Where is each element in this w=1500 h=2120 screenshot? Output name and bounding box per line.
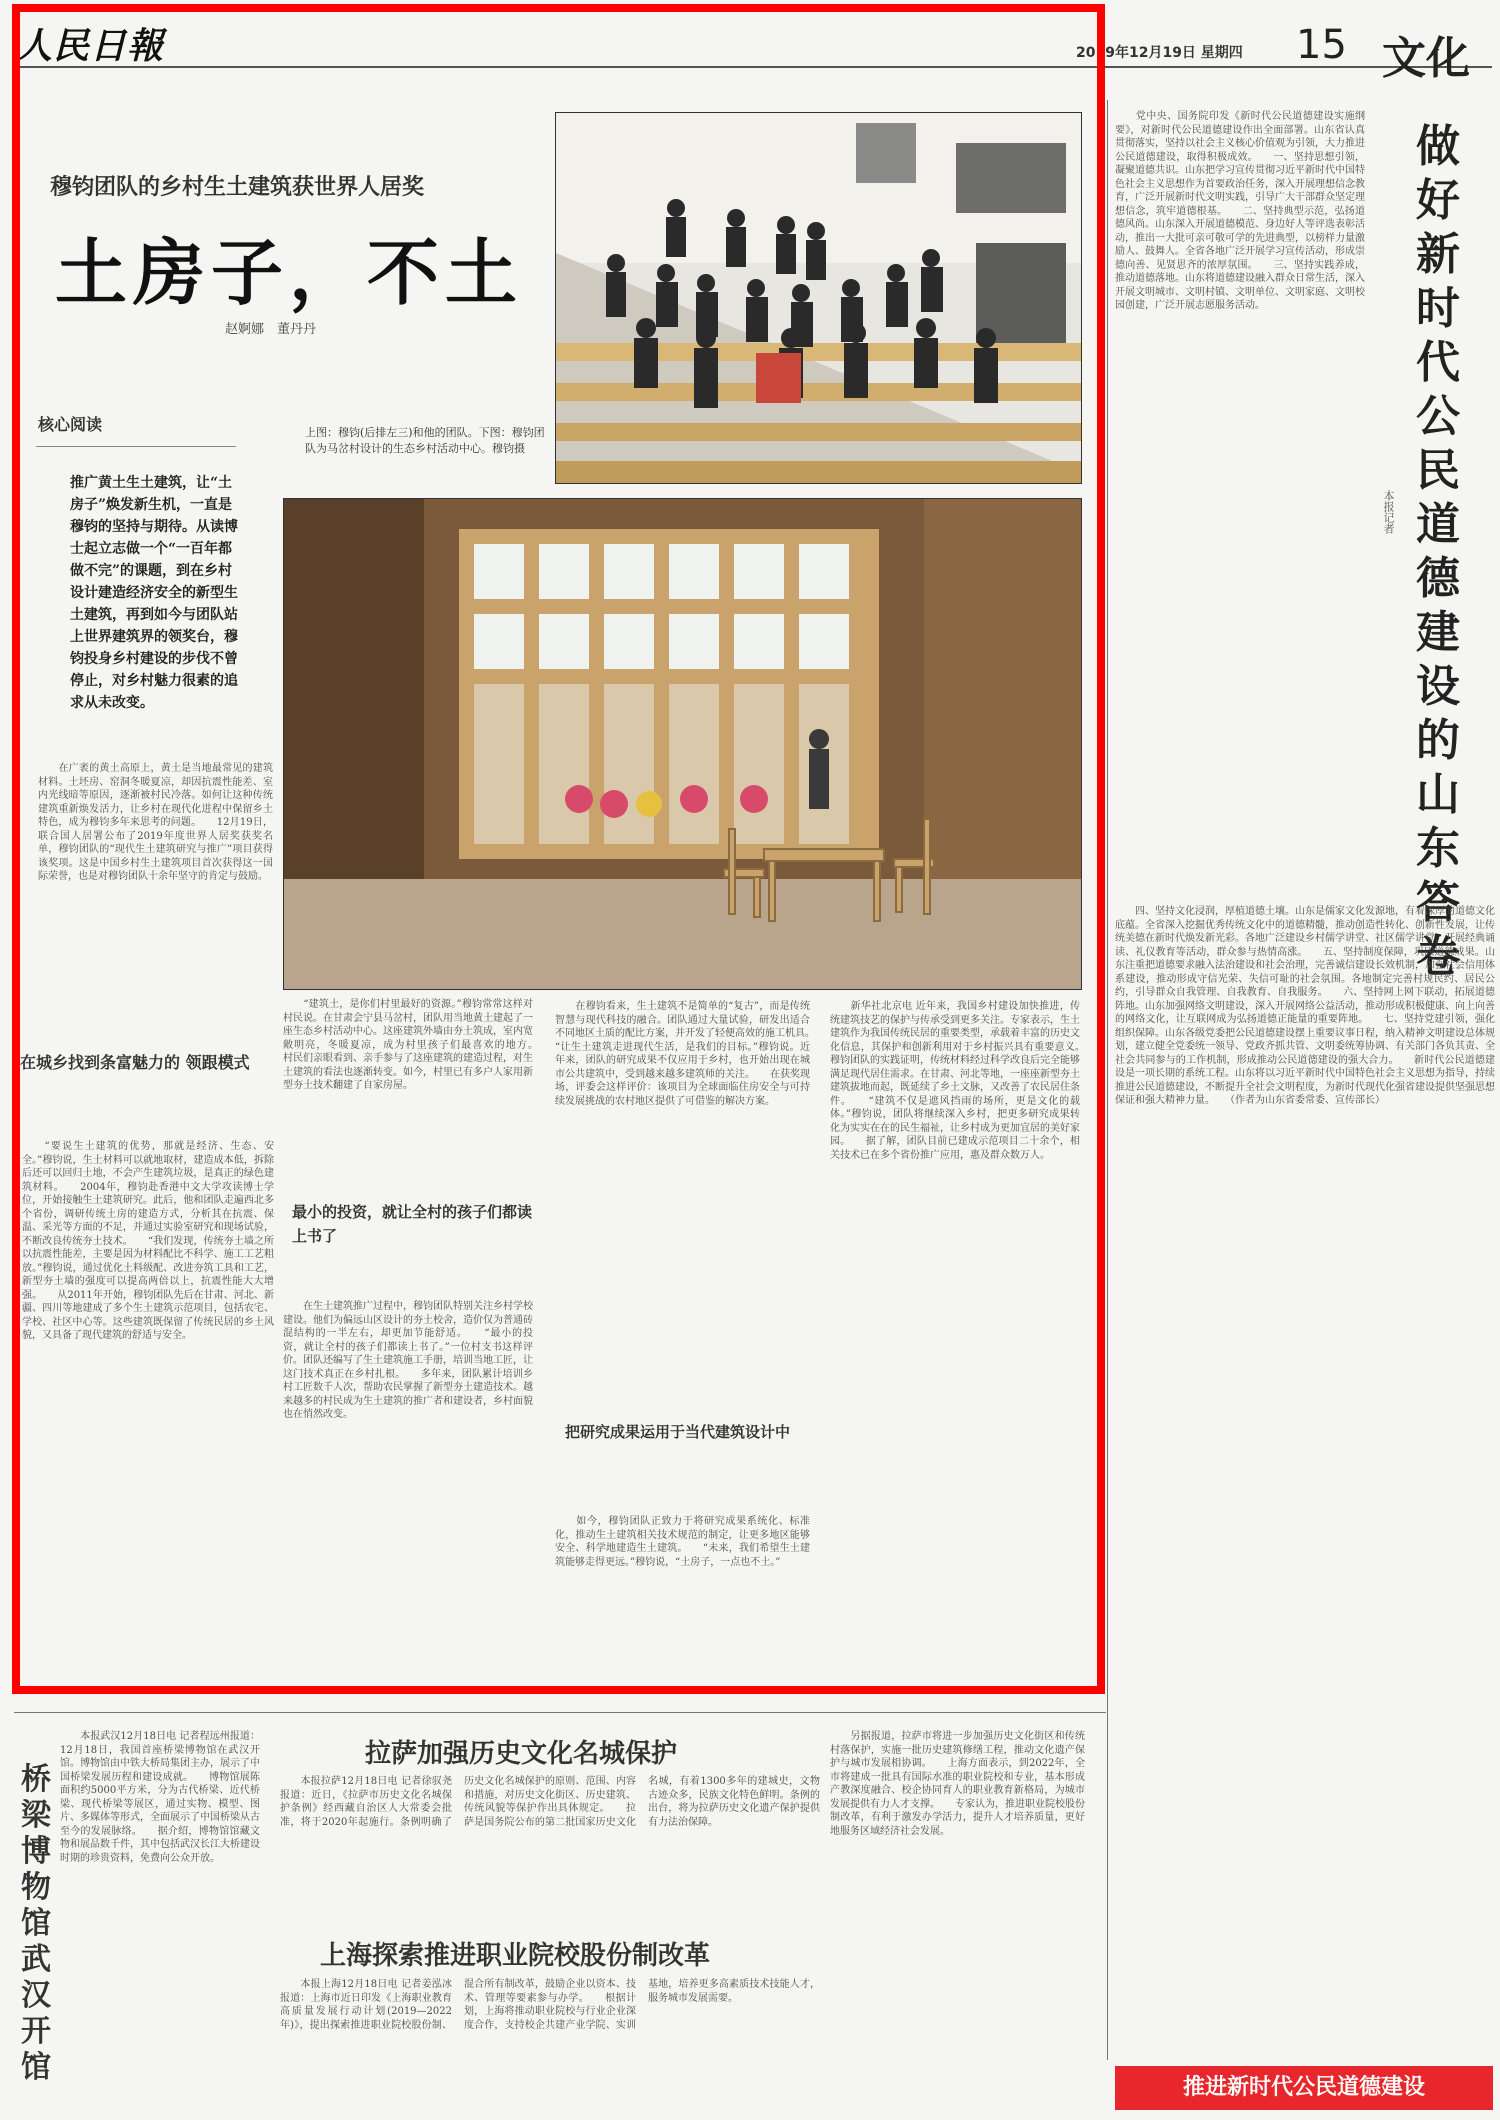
body-column-2b: 在生土建筑推广过程中，穆钧团队特别关注乡村学校建设。他们为偏远山区设计的夯土校舍，造价仅为普通砖混结构的一半左右，却更加节能舒适。 “最小的投资，就让全村的孩子们都读上书了。”一位村支书这样评价。团队还编写了生土建筑施工手册，培训当地工匠，让这门技术真正在乡村扎根。 多年来，团队累计培训乡村工匠数千人次，帮助农民掌握了新型夯土建造技术。越来越多的村民成为生土建筑的推广者和建设者，乡村面貌也在悄然改变。 bbox=[283, 1301, 533, 1420]
body-column-3a: 在穆钧看来，生土建筑不是简单的“复古”，而是传统智慧与现代科技的融合。团队通过大量试验，研发出适合不同地区土质的配比方案，并开发了轻便高效的施工机具。 “让生土建筑走进现代生活，是我们的目标。”穆钧说。近年来，团队的研究成果不仅应用于乡村，也开始出现在城市公共建筑中，受到越来越多建筑师的关注。 在获奖现场，评委会这样评价：该项目为全球面临住房安全与可持续发展挑战的农村地区提供了可借鉴的解决方案。 bbox=[555, 1001, 830, 1107]
section-subtitle-1: 在城乡找到条富魅力的 领跟模式 bbox=[20, 1053, 250, 1072]
article-headline: 土房子，不土 bbox=[55, 231, 524, 315]
section-subtitle-2: 最小的投资，就让全村的孩子们都读上书了 bbox=[292, 1203, 533, 1245]
right-column-title: 做好新时代公民道德建设的山东答卷 bbox=[1416, 121, 1460, 982]
right-column-author: 本报记者 bbox=[1382, 490, 1395, 534]
bottom-right-text: 另据报道，拉萨市将进一步加强历史文化街区和传统村落保护，实施一批历史建筑修缮工程，推动文化遗产保护与城市发展相协调。 上海方面表示，到2022年，全市将建成一批具有国际水准的职业院校和专业，基本形成产教深度融合、校企协同育人的职业教育新格局，为城市发展提供有力人才支撑。 专家认为，推进职业院校股份制改革，有利于激发办学活力，提升人才培养质量，更好地服务区域经济社会发展。 bbox=[830, 1731, 1085, 1837]
bridge-museum-title: 桥梁博物馆武汉开馆 bbox=[21, 1762, 51, 2085]
column-rule bbox=[1107, 100, 1108, 2060]
section-name: 文化 bbox=[1382, 33, 1470, 84]
photo-caption: 上图：穆钧(后排左三)和他的团队。下图：穆钧团队为马岔村设计的生态乡村活动中心。穆钧摄 bbox=[305, 426, 545, 455]
body-column-1a: 在广袤的黄土高原上，黄土是当地最常见的建筑材料。土坯房、窑洞冬暖夏凉，却因抗震性能差、室内光线暗等原因，逐渐被村民冷落。如何让这种传统建筑重新焕发活力，让乡村在现代化进程中保留乡土特色，成为穆钧多年来思考的问题。 12月19日，联合国人居署公布了2019年度世界人居奖获奖名单，穆钧团队的“现代生土建筑研究与推广”项目获得该奖项。这是中国乡村生土建筑项目首次获得这一国际荣誉，也是对穆钧团队十余年坚守的肯定与鼓励。 bbox=[38, 763, 273, 882]
article-byline: 赵婀娜 董丹丹 bbox=[225, 322, 317, 337]
core-reading-title: 核心阅读 bbox=[38, 415, 103, 434]
lhasa-headline: 拉萨加强历史文化名城保护 bbox=[365, 1739, 678, 1769]
section-subtitle-3: 把研究成果运用于当代建筑设计中 bbox=[565, 1423, 791, 1441]
body-column-4: 新华社北京电 近年来，我国乡村建设加快推进，传统建筑技艺的保护与传承受到更多关注。专家表示，生土建筑作为我国传统民居的重要类型，承载着丰富的历史文化信息，其保护和创新利用对于乡村振兴具有重要意义。 穆钧团队的实践证明，传统材料经过科学改良后完全能够满足现代居住需求。在甘肃、河北等地，一座座新型夯土建筑拔地而起，既延续了乡土文脉，又改善了农民居住条件。 “建筑不仅是遮风挡雨的场所，更是文化的载体。”穆钧说，团队将继续深入乡村，把更多研究成果转化为实实在在的民生福祉，让乡村成为更加宜居的美好家园。 据了解，团队目前已建成示范项目二十余个，相关技术已在多个省份推广应用，惠及群众数万人。 bbox=[830, 1001, 1100, 1161]
red-banner: 推进新时代公民道德建设 bbox=[1115, 2066, 1493, 2110]
core-reading-text: 推广黄土生土建筑，让“土房子”焕发新生机，一直是穆钧的坚持与期待。从读博士起立志做一个“一百年都做不完”的课题，到在乡村设计建造经济安全的新型生土建筑，再到如今与团队站上世界建筑界的领奖台，穆钧投身乡村建设的步伐不曾停止，对乡村魅力很素的追求从未改变。 bbox=[70, 475, 238, 711]
body-column-3b: 如今，穆钧团队正致力于将研究成果系统化、标准化，推动生土建筑相关技术规范的制定，让更多地区能够安全、科学地建造生土建筑。 “未来，我们希望生土建筑能够走得更远。”穆钧说，“土房子，一点也不土。” bbox=[555, 1516, 810, 1568]
right-column-text-a: 党中央、国务院印发《新时代公民道德建设实施纲要》，对新时代公民道德建设作出全面部署。山东省认真贯彻落实，坚持以社会主义核心价值观为引领，大力推进公民道德建设，取得积极成效。 一、坚持思想引领，凝聚道德共识。山东把学习宣传贯彻习近平新时代中国特色社会主义思想作为首要政治任务，深入开展理想信念教育，广泛开展新时代文明实践，引导广大干部群众坚定理想信念，筑牢道德根基。 二、坚持典型示范，弘扬道德风尚。山东深入开展道德模范、身边好人等评选表彰活动，推出一大批可亲可敬可学的先进典型，以榜样力量激励人、鼓舞人。全省各地广泛开展学习宣传活动，形成崇德向善、见贤思齐的浓厚氛围。 三、坚持实践养成，推动道德落地。山东将道德建设融入群众日常生活，深入开展文明城市、文明村镇、文明单位、文明家庭、文明校园创建，广泛开展志愿服务活动。 bbox=[1115, 111, 1365, 311]
dateline: 2019年12月19日 星期四 bbox=[1076, 45, 1243, 61]
lhasa-text: 本报拉萨12月18日电 记者徐驭尧报道：近日，《拉萨市历史文化名城保护条例》经西藏自治区人大常委会批准，将于2020年起施行。条例明确了历史文化名城保护的原则、范围、内容和措施，对历史文化街区、历史建筑、传统风貌等保护作出具体规定。 拉萨是国务院公布的第二批国家历史文化名城，有着1300多年的建城史，文物古迹众多，民族文化特色鲜明。条例的出台，将为拉萨历史文化遗产保护提供有力法治保障。 bbox=[280, 1776, 820, 1828]
body-column-2a: “建筑土，是你们村里最好的资源。”穆钧常常这样对村民说。在甘肃会宁县马岔村，团队用当地黄土建起了一座生态乡村活动中心。这座建筑外墙由夯土筑成，室内宽敞明亮，冬暖夏凉，成为村里孩子们最喜欢的地方。 村民们亲眼看到、亲手参与了这座建筑的建造过程，对生土建筑的看法也逐渐转变。如今，村里已有多户人家用新型夯土技术翻建了自家房屋。 bbox=[283, 999, 553, 1091]
shanghai-text: 本报上海12月18日电 记者姜泓冰报道：上海市近日印发《上海职业教育高质量发展行动计划(2019—2022年)》，提出探索推进职业院校股份制、混合所有制改革，鼓励企业以资本、技术、管理等要素参与办学。 根据计划，上海将推动职业院校与行业企业深度合作，支持校企共建产业学院、实训基地，培养更多高素质技术技能人才，服务城市发展需要。 bbox=[280, 1979, 820, 2031]
bridge-museum-text: 本报武汉12月18日电 记者程远州报道：12月18日，我国首座桥梁博物馆在武汉开馆。博物馆由中铁大桥局集团主办，展示了中国桥梁发展历程和建设成就。 博物馆展陈面积约5000平方米，分为古代桥梁、近代桥梁、现代桥梁等展区，通过实物、模型、图片、多媒体等形式，全面展示了中国桥梁从古至今的发展脉络。 据介绍，博物馆馆藏文物和展品数千件，其中包括武汉长江大桥建设时期的珍贵资料，免费向公众开放。 bbox=[60, 1731, 260, 1864]
newspaper-logo: 人民日報 bbox=[16, 25, 165, 67]
page-number: 15 bbox=[1296, 22, 1347, 68]
article-subhead: 穆钧团队的乡村生土建筑获世界人居奖 bbox=[50, 175, 425, 200]
shanghai-headline: 上海探索推进职业院校股份制改革 bbox=[320, 1941, 711, 1971]
highlight-box bbox=[12, 4, 1105, 1694]
body-column-1b: “要说生土建筑的优势，那就是经济、生态、安全。”穆钧说，生土材料可以就地取材，建造成本低，拆除后还可以回归土地，不会产生建筑垃圾，是真正的绿色建筑材料。 2004年，穆钧赴香港中文大学攻读博士学位，开始接触生土建筑研究。此后，他和团队走遍西北多个省份，调研传统土房的建造方式，分析其在抗震、保温、采光等方面的不足，并通过实验室研究和现场试验，不断改良传统夯土技术。 “我们发现，传统夯土墙之所以抗震性能差，主要是因为材料配比不科学、施工工艺粗放。”穆钧说，通过优化土料级配、改进夯筑工具和工艺，新型夯土墙的强度可以提高两倍以上，抗震性能大大增强。 从2011年开始，穆钧团队先后在甘肃、河北、新疆、四川等地建成了多个生土建筑示范项目，包括农宅、学校、社区中心等。这些建筑既保留了传统民居的乡土风貌，又具备了现代建筑的舒适与安全。 bbox=[22, 1141, 274, 1341]
right-column-text-b: 四、坚持文化浸润，厚植道德土壤。山东是儒家文化发源地，有着深厚的道德文化底蕴。全省深入挖掘优秀传统文化中的道德精髓，推动创造性转化、创新性发展，让传统美德在新时代焕发新光彩。各地广泛建设乡村儒学讲堂、社区儒学讲堂，开展经典诵读、礼仪教育等活动，群众参与热情高涨。 五、坚持制度保障，巩固道德成果。山东注重把道德要求融入法治建设和社会治理，完善诚信建设长效机制，加强社会信用体系建设，推动形成守信光荣、失信可耻的社会氛围。各地制定完善村规民约、居民公约，引导群众自我管理、自我教育、自我服务。 六、坚持网上网下联动，拓展道德阵地。山东加强网络文明建设，深入开展网络公益活动，推动形成积极健康、向上向善的网络文化，让互联网成为弘扬道德正能量的重要阵地。 七、坚持党建引领，强化组织保障。山东各级党委把公民道德建设摆上重要议事日程，纳入精神文明建设总体规划，建立健全党委统一领导、党政齐抓共管、文明委统筹协调、有关部门各负其责、全社会共同参与的工作机制，形成推动公民道德建设的强大合力。 新时代公民道德建设是一项长期的系统工程。山东将以习近平新时代中国特色社会主义思想为指导，持续推进公民道德建设，不断提升全社会文明程度，为新时代现代化强省建设提供坚强思想保证和强大精神力量。 （作者为山东省委常委、宣传部长） bbox=[1115, 906, 1495, 1106]
horizontal-rule bbox=[14, 1712, 1106, 1713]
